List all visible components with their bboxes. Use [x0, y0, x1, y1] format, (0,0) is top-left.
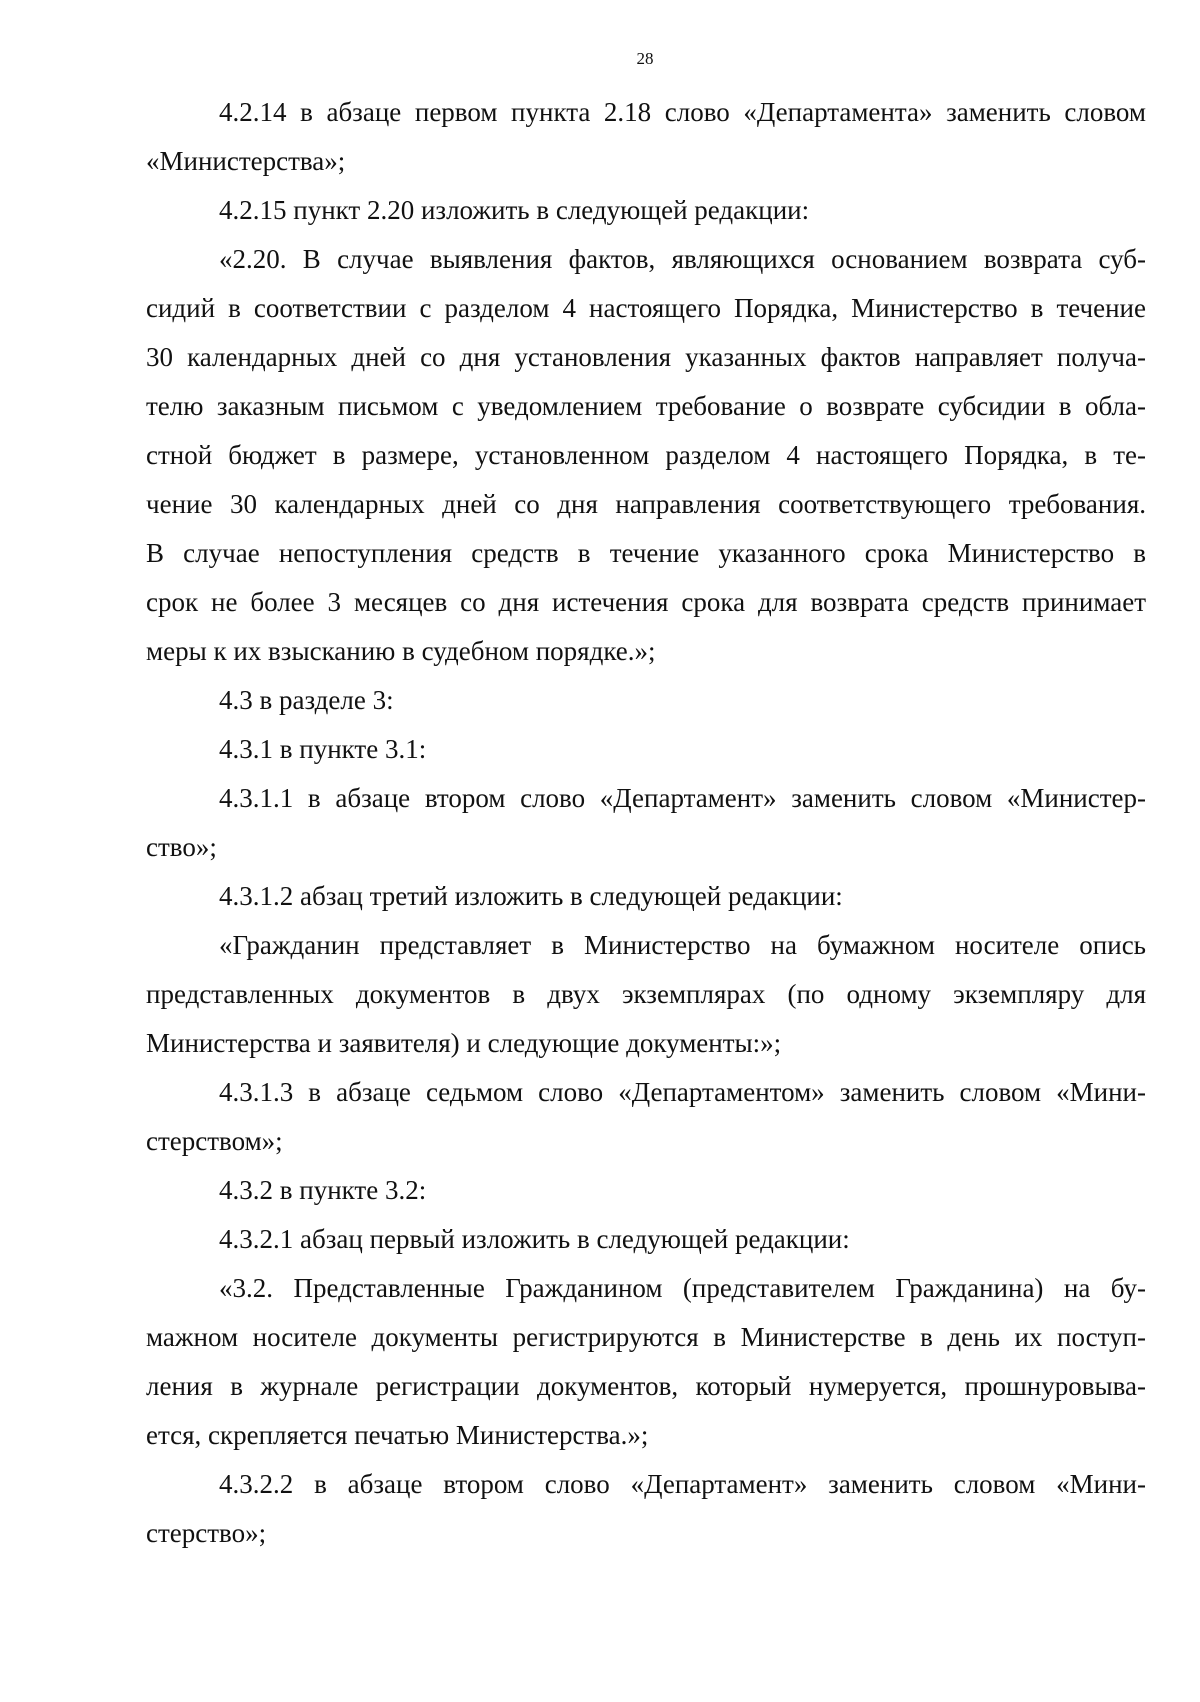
text-line: ство»;	[146, 832, 217, 862]
text-line: сидий в соответствии с разделом 4 настоящего Порядка, Министерство в течение	[146, 293, 1146, 323]
text-line: 4.3.2.2 в абзаце втором слово «Департамент» заменить словом «Мини-	[219, 1469, 1146, 1499]
text-line: 4.3.1.2 абзац третий изложить в следующей редакции:	[219, 881, 843, 911]
page-number: 28	[636, 49, 654, 68]
text-line: стерство»;	[146, 1518, 267, 1548]
text-line: срок не более 3 месяцев со дня истечения срока для возврата средств принимает	[146, 587, 1146, 617]
paragraph	[146, 186, 1146, 235]
text-line: Министерства и заявителя) и следующие документы:»;	[146, 1028, 782, 1058]
text-line: 4.3.2 в пункте 3.2:	[219, 1175, 427, 1205]
paragraph	[146, 1215, 1146, 1264]
text-line: «3.2. Представленные Гражданином (представителем Гражданина) на бу-	[219, 1273, 1146, 1303]
text-line: стерством»;	[146, 1126, 283, 1156]
text-line: 4.2.14 в абзаце первом пункта 2.18 слово «Департамента» заменить словом	[219, 97, 1146, 127]
paragraph	[146, 1264, 1146, 1460]
text-line: 4.3.1.1 в абзаце втором слово «Департамент» заменить словом «Министер-	[219, 783, 1146, 813]
text-line: «Министерства»;	[146, 146, 346, 176]
text-line: 4.2.15 пункт 2.20 изложить в следующей редакции:	[219, 195, 810, 225]
text-line: чение 30 календарных дней со дня направления соответствующего требования.	[146, 489, 1146, 519]
text-line: «2.20. В случае выявления фактов, являющихся основанием возврата суб-	[219, 244, 1146, 274]
paragraph	[146, 1166, 1146, 1215]
text-line: ления в журнале регистрации документов, который нумеруется, прошнуровыва-	[146, 1371, 1146, 1401]
text-line: 4.3.1.3 в абзаце седьмом слово «Департаментом» заменить словом «Мини-	[219, 1077, 1146, 1107]
text-line: «Гражданин представляет в Министерство на бумажном носителе опись	[219, 930, 1146, 960]
text-line: ется, скрепляется печатью Министерства.»;	[146, 1420, 649, 1450]
text-line: В случае непоступления средств в течение указанного срока Министерство в	[146, 538, 1146, 568]
paragraph	[146, 1068, 1146, 1166]
paragraph	[146, 725, 1146, 774]
paragraph	[146, 774, 1146, 872]
paragraph	[146, 88, 1146, 186]
paragraph	[146, 676, 1146, 725]
text-line: 30 календарных дней со дня установления указанных фактов направляет получа-	[146, 342, 1146, 372]
text-line: 4.3.2.1 абзац первый изложить в следующей редакции:	[219, 1224, 850, 1254]
text-line: 4.3 в разделе 3:	[219, 685, 394, 715]
paragraph	[146, 921, 1146, 1068]
text-line: 4.3.1 в пункте 3.1:	[219, 734, 427, 764]
paragraph	[146, 872, 1146, 921]
text-line: стной бюджет в размере, установленном разделом 4 настоящего Порядка, в те-	[146, 440, 1146, 470]
paragraph	[146, 1460, 1146, 1558]
text-line: телю заказным письмом с уведомлением требование о возврате субсидии в обла-	[146, 391, 1146, 421]
text-line: представленных документов в двух экземплярах (по одному экземпляру для	[146, 979, 1146, 1009]
paragraph	[146, 235, 1146, 676]
text-line: мажном носителе документы регистрируются в Министерстве в день их поступ-	[146, 1322, 1146, 1352]
text-line: меры к их взысканию в судебном порядке.»;	[146, 636, 656, 666]
document-body	[146, 88, 1146, 1558]
